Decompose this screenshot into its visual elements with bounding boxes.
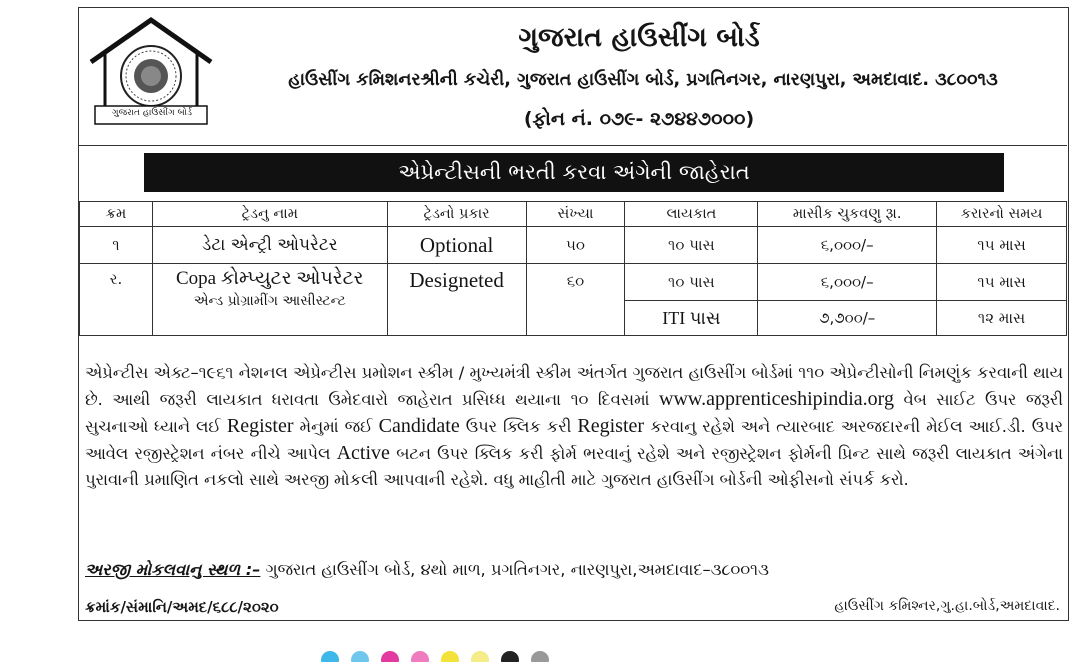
candidate-word: Candidate [378, 415, 460, 437]
cell-count: ૬૦ [526, 264, 625, 336]
address-label: અરજી મોકલવાનુ સ્થળ :– [85, 560, 261, 579]
body-text-part: મેનુમાં જઈ [299, 417, 373, 436]
header-qualification: લાયકાત [625, 202, 758, 227]
advertisement-document [78, 7, 1069, 621]
office-address: હાઉસીંગ કમિશનરશ્રીની કચેરી, ગુજરાત હાઉસીંગ બોર્ડ, પ્રગતિનગર, નારણપુરા, અમદાવાદ. ૩૮૦૦૧૩ [288, 70, 998, 90]
cell-trade-type: Designeted [387, 264, 526, 336]
cell-trade-name: ડેટા એન્ટ્રી ઓપરેટર [152, 227, 387, 264]
reference-number: ક્રમાંક/સંમાનિ/અમદ/૬૮૮/૨૦૨૦ [85, 598, 279, 616]
table-row [80, 227, 1067, 264]
cell-stipend: ૬,૦૦૦/– [758, 264, 937, 301]
posts-table [79, 201, 1067, 336]
header-trade-name: ટ્રેડનુ નામ [152, 202, 387, 227]
registration-dot [501, 651, 519, 662]
advertisement-banner: એપ્રેન્ટીસની ભરતી કરવા અંગેની જાહેરાત [144, 153, 1004, 192]
header-serial: ક્રમ [80, 202, 153, 227]
active-word: Active [336, 442, 390, 464]
registration-dot [411, 651, 429, 662]
header-stipend: માસીક ચુકવણુ રૂા. [758, 202, 937, 227]
register-word: Register [577, 415, 645, 437]
body-text-part: બટન ઉપર ક્લિક કરી ફોર્મ ભરવાનું રહેશે અને રજીસ્ટ્રેશન ફોર્મની પ્રિન્ટ સાથે જરૂરી લાયકાત અંગેના પુરાવાની પ્રમાણિત નકલો સાથે અરજી મોકલી આપવાની રહેશે. વધુ માહીતી માટે ગુજરાત હાઉસીંગ બોર્ડની ઓફીસનો સંપર્ક કરો. [85, 444, 1063, 489]
cell-serial: ર. [80, 264, 153, 336]
registration-dot [441, 651, 459, 662]
registration-dot [381, 651, 399, 662]
website-link[interactable]: www.apprenticeshipindia.org [659, 388, 894, 410]
cell-count: ૫૦ [526, 227, 625, 264]
body-paragraph [85, 360, 1063, 493]
cell-trade-name [152, 264, 387, 336]
trade-name-line1: Copa કોમ્પ્યુટર ઓપરેટર [176, 268, 364, 289]
cell-trade-type: Optional [387, 227, 526, 264]
cell-qualification-iti: ITI પાસ [625, 301, 758, 336]
phone-number: (ફોન નં. ૦૭૯- ૨૭૪૪૭૦૦૦) [523, 108, 755, 130]
cell-duration: ૧૫ માસ [937, 264, 1067, 301]
cell-duration-iti: ૧૨ માસ [937, 301, 1067, 336]
trade-name-line2: એન્ડ પ્રોગ્રામીંગ આસીસ્ટન્ટ [193, 293, 346, 309]
cell-qualification: ૧૦ પાસ [625, 264, 758, 301]
registration-dot [321, 651, 339, 662]
header-count: સંખ્યા [526, 202, 625, 227]
cell-duration: ૧૫ માસ [937, 227, 1067, 264]
register-word: Register [226, 415, 294, 437]
body-text-part: ઉપર ક્લિક કરી [465, 417, 572, 436]
application-address [85, 560, 1063, 580]
registration-dot [471, 651, 489, 662]
cell-serial: ૧ [80, 227, 153, 264]
registration-dot [351, 651, 369, 662]
cell-stipend-iti: ૭,૭૦૦/– [758, 301, 937, 336]
table-header-row [80, 202, 1067, 227]
color-registration-dots [310, 650, 610, 662]
board-title: ગુજરાત હાઉસીંગ બોર્ડ [518, 22, 760, 53]
cell-stipend: ૬,૦૦૦/– [758, 227, 937, 264]
body-text-part: કરવાનુ રહેશે અને ત્યારબાદ અરજદારની મેઈલ આઈ.ડી. ઉપર આવેલ રજીસ્ટ્રેશન નંબર નીચે આપેલ [85, 417, 1064, 463]
header-duration: કરારનો સમય [937, 202, 1067, 227]
logo-caption: ગુજરાત હાઉસીંગ બોર્ડ [112, 108, 192, 118]
address-value: ગુજરાત હાઉસીંગ બોર્ડ, ૪થો માળ, પ્રગતિનગર, નારણપુરા,અમદાવાદ–૩૮૦૦૧૩ [265, 560, 769, 579]
body-text-part: વેબ સાઈટ ઉપર જરૂરી સુચનાઓ ધ્યાને લઈ [85, 390, 1063, 436]
header-trade-type: ટ્રેડનો પ્રકાર [387, 202, 526, 227]
header [79, 8, 1067, 146]
registration-dot [531, 651, 549, 662]
cell-qualification: ૧૦ પાસ [625, 227, 758, 264]
table-row [80, 264, 1067, 301]
signatory: હાઉસીંગ કમિશ્નર,ગુ.હા.બોર્ડ,અમદાવાદ. [834, 598, 1060, 614]
body-text-part: એપ્રેન્ટીસ એક્ટ–૧૯૬૧ નેશનલ એપ્રેન્ટીસ પ્રમોશન સ્કીમ / મુખ્યમંત્રી સ્કીમ અંતર્ગત ગુજરાત હાઉસીંગ બોર્ડમાં ૧૧૦ એપ્રેન્ટીસોની નિમણુંક કરવાની થાય છે. આથી જરૂરી લાયકાત ધરાવતા ઉમેદવારો જાહેરાત પ્રસિધ્ધ થયાના ૧૦ દિવસમાં [85, 363, 1063, 409]
